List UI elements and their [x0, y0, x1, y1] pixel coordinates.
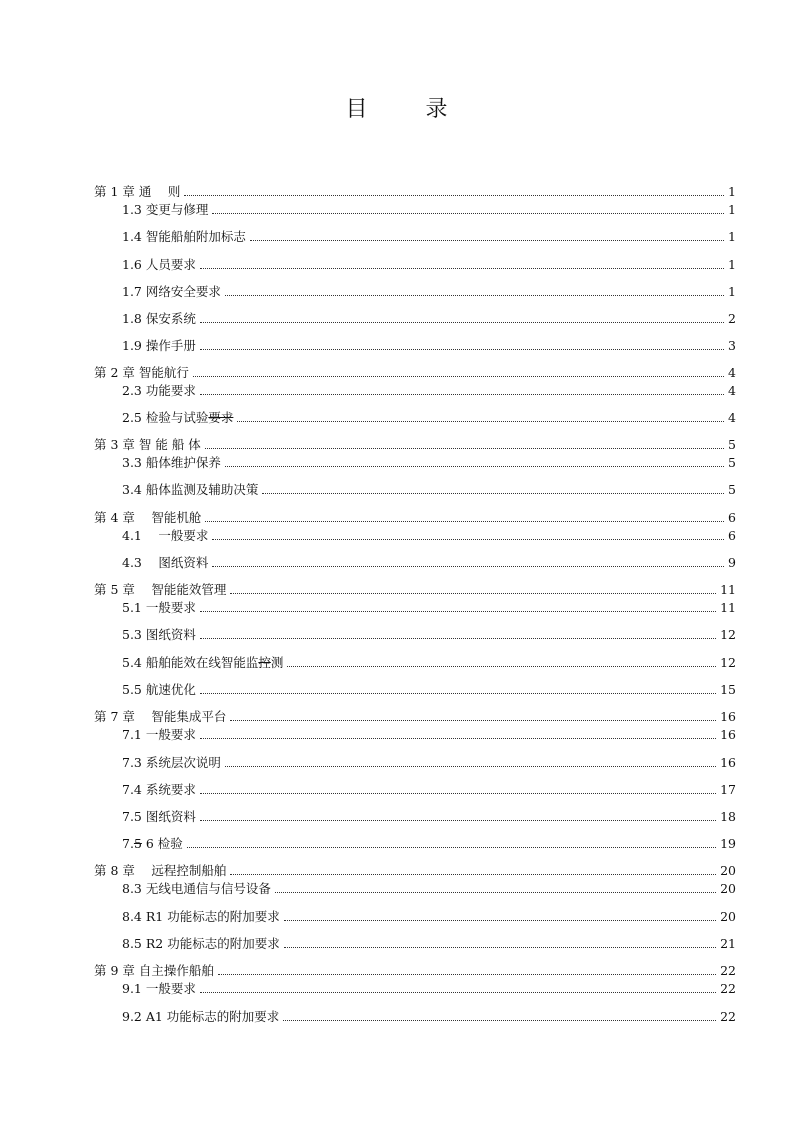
toc-page-number: 16	[720, 727, 736, 742]
dot-leader	[184, 195, 724, 196]
toc-entry-label	[122, 935, 280, 953]
toc-entry-label	[122, 1008, 279, 1026]
dot-leader	[275, 892, 716, 893]
toc-page-number: 3	[728, 338, 736, 353]
toc-entry-struck-text: 要求	[208, 410, 234, 425]
toc-entry-text: 8.3 无线电通信与信号设备	[122, 881, 271, 896]
toc-page-number: 1	[728, 184, 736, 199]
toc-page-number: 9	[728, 555, 736, 570]
toc-entry-label	[122, 754, 221, 772]
toc-chapter-entry[interactable]	[94, 862, 736, 880]
toc-entry-label	[122, 908, 280, 926]
toc-entry-text: 1.7 网络安全要求	[122, 284, 221, 299]
toc-page-number: 22	[720, 1009, 736, 1024]
dot-leader	[205, 448, 724, 449]
toc-entry-label	[122, 726, 196, 744]
toc-page-number: 19	[720, 836, 736, 851]
toc-page-number: 22	[720, 981, 736, 996]
toc-entry-label	[122, 781, 196, 799]
toc-section-entry[interactable]	[122, 228, 736, 246]
toc-section-entry[interactable]	[122, 835, 736, 853]
toc-entry-text: 第 8 章 远程控制船舶	[94, 863, 227, 878]
toc-page-number: 17	[720, 782, 736, 797]
toc-section-entry[interactable]	[122, 681, 736, 699]
toc-page-number: 5	[728, 482, 736, 497]
toc-entry-text: 1.9 操作手册	[122, 338, 196, 353]
dot-leader	[283, 1020, 716, 1021]
dot-leader	[200, 322, 724, 323]
dot-leader	[200, 793, 716, 794]
toc-entry-label	[122, 835, 183, 853]
dot-leader	[262, 493, 724, 494]
toc-section-entry[interactable]	[122, 980, 736, 998]
toc-page-number: 4	[728, 410, 736, 425]
toc-entry-text: 7.	[122, 836, 134, 851]
toc-page-number: 20	[720, 881, 736, 896]
toc-entry-text: 第 5 章 智能能效管理	[94, 582, 227, 597]
toc-entry-text-after: 测	[270, 655, 284, 670]
dot-leader	[250, 240, 724, 241]
dot-leader	[225, 466, 724, 467]
toc-entry-label	[122, 554, 208, 572]
toc-entry-label	[122, 626, 196, 644]
dot-leader	[200, 349, 724, 350]
toc-page-number: 11	[720, 582, 736, 597]
dot-leader	[200, 638, 716, 639]
toc-section-entry[interactable]	[122, 880, 736, 898]
dot-leader	[200, 992, 716, 993]
toc-entry-label	[122, 310, 196, 328]
toc-entry-label	[122, 454, 221, 472]
toc-entry-label	[94, 862, 226, 880]
toc-entry-label	[122, 409, 233, 427]
toc-page-number: 5	[728, 455, 736, 470]
toc-entry-label	[122, 880, 271, 898]
toc-entry-label	[94, 581, 226, 599]
toc-chapter-entry[interactable]	[94, 962, 736, 980]
toc-entry-label	[122, 256, 196, 274]
toc-entry-text: 第 7 章 智能集成平台	[94, 709, 227, 724]
toc-page-number: 15	[720, 682, 736, 697]
toc-page-number: 6	[728, 510, 736, 525]
toc-section-entry[interactable]	[122, 1008, 736, 1026]
dot-leader	[237, 421, 724, 422]
toc-entry-struck-text: 控	[258, 655, 271, 670]
toc-chapter-entry[interactable]	[94, 708, 736, 726]
toc-entry-text: 8.5 R2 功能标志的附加要求	[122, 936, 280, 951]
toc-section-entry[interactable]	[122, 454, 736, 472]
toc-page-number: 21	[720, 936, 736, 951]
toc-chapter-entry[interactable]	[94, 509, 736, 527]
toc-section-entry[interactable]	[122, 256, 736, 274]
toc-section-entry[interactable]	[122, 382, 736, 400]
toc-entry-label	[94, 708, 226, 726]
toc-section-entry[interactable]	[122, 808, 736, 826]
dot-leader	[200, 611, 716, 612]
toc-entry-label	[122, 654, 283, 672]
dot-leader	[287, 666, 716, 667]
dot-leader	[205, 521, 724, 522]
toc-entry-text: 9.2 A1 功能标志的附加要求	[122, 1009, 280, 1024]
toc-chapter-entry[interactable]	[94, 364, 736, 382]
toc-entry-label	[94, 509, 201, 527]
toc-entry-text: 第 3 章 智 能 船 体	[94, 437, 201, 452]
toc-chapter-entry[interactable]	[94, 581, 736, 599]
dot-leader	[218, 974, 716, 975]
toc-entry-label	[122, 481, 258, 499]
dot-leader	[200, 693, 716, 694]
dot-leader	[212, 566, 724, 567]
toc-entry-label	[94, 962, 214, 980]
toc-page-number: 6	[728, 528, 736, 543]
toc-entry-label	[122, 599, 196, 617]
toc-section-entry[interactable]	[122, 754, 736, 772]
dot-leader	[200, 738, 716, 739]
toc-entry-label	[94, 183, 180, 201]
toc-section-entry[interactable]	[122, 599, 736, 617]
toc-section-entry[interactable]	[122, 726, 736, 744]
dot-leader	[225, 766, 716, 767]
toc-entry-label	[94, 364, 189, 382]
dot-leader	[284, 920, 716, 921]
toc-section-entry[interactable]	[122, 935, 736, 953]
toc-entry-label	[94, 436, 201, 454]
toc-entry-text: 2.5 检验与试验	[122, 410, 209, 425]
toc-section-entry[interactable]	[122, 337, 736, 355]
toc-entry-label	[122, 808, 196, 826]
toc-entry-label	[122, 283, 221, 301]
toc-entry-text: 1.3 变更与修理	[122, 202, 209, 217]
toc-page-number: 11	[720, 600, 736, 615]
toc-section-entry[interactable]	[122, 626, 736, 644]
toc-section-entry[interactable]	[122, 781, 736, 799]
dot-leader	[284, 947, 716, 948]
toc-chapter-entry[interactable]	[94, 183, 736, 201]
toc-entry-label	[122, 228, 246, 246]
toc-entry-text: 2.3 功能要求	[122, 383, 196, 398]
dot-leader	[230, 720, 716, 721]
page-title: 目 录	[345, 97, 466, 122]
toc-entry-text: 第 1 章 通 则	[94, 184, 181, 199]
toc-page-number: 12	[720, 655, 736, 670]
toc-entry-text: 5.3 图纸资料	[122, 627, 196, 642]
toc-page-number: 18	[720, 809, 736, 824]
dot-leader	[200, 268, 724, 269]
toc-entry-text: 7.3 系统层次说明	[122, 755, 221, 770]
toc-entry-text: 1.4 智能船舶附加标志	[122, 229, 246, 244]
dot-leader	[193, 376, 724, 377]
toc-page-number: 1	[728, 229, 736, 244]
toc-entry-text: 3.3 船体维护保养	[122, 455, 221, 470]
toc-entry-text: 9.1 一般要求	[122, 981, 196, 996]
toc-section-entry[interactable]	[122, 554, 736, 572]
toc-section-entry[interactable]	[122, 481, 736, 499]
toc-page-number: 22	[720, 963, 736, 978]
toc-entry-text: 第 4 章 智能机舱	[94, 510, 202, 525]
toc-section-entry[interactable]	[122, 908, 736, 926]
dot-leader	[200, 394, 724, 395]
toc-entry-text: 5.4 船舶能效在线智能监	[122, 655, 259, 670]
toc-entry-text: 4.3 图纸资料	[122, 555, 209, 570]
toc-page-number: 2	[728, 311, 736, 326]
toc-entry-text-after: 6 检验	[141, 836, 183, 851]
dot-leader	[212, 213, 724, 214]
toc-entry-text: 第 9 章 自主操作船舶	[94, 963, 214, 978]
toc-entry-text: 第 2 章 智能航行	[94, 365, 189, 380]
dot-leader	[212, 539, 724, 540]
toc-page-number: 5	[728, 437, 736, 452]
toc-section-entry[interactable]	[122, 201, 736, 219]
dot-leader	[200, 820, 716, 821]
toc-entry-label	[122, 337, 196, 355]
toc-page-number: 4	[728, 383, 736, 398]
dot-leader	[225, 295, 724, 296]
toc-entry-label	[122, 980, 196, 998]
toc-chapter-entry[interactable]	[94, 436, 736, 454]
toc-entry-text: 8.4 R1 功能标志的附加要求	[122, 909, 280, 924]
toc-entry-label	[122, 681, 196, 699]
toc-page-number: 4	[728, 365, 736, 380]
toc-entry-text: 7.1 一般要求	[122, 727, 196, 742]
toc-entry-struck-text: 5	[133, 836, 142, 851]
toc-entry-text: 3.4 船体监测及辅助决策	[122, 482, 259, 497]
toc-entry-text: 7.4 系统要求	[122, 782, 196, 797]
toc-page-number: 1	[728, 202, 736, 217]
toc-entry-text: 1.8 保安系统	[122, 311, 196, 326]
toc-page-number: 12	[720, 627, 736, 642]
toc-section-entry[interactable]	[122, 409, 736, 427]
toc-section-entry[interactable]	[122, 310, 736, 328]
toc-entry-label	[122, 201, 208, 219]
toc-entry-text: 5.5 航速优化	[122, 682, 196, 697]
toc-page-number: 1	[728, 257, 736, 272]
toc-section-entry[interactable]	[122, 654, 736, 672]
toc-page-number: 20	[720, 909, 736, 924]
toc-entry-text: 1.6 人员要求	[122, 257, 196, 272]
toc-entry-text: 7.5 图纸资料	[122, 809, 196, 824]
toc-entry-label	[122, 382, 196, 400]
toc-page-number: 20	[720, 863, 736, 878]
toc-entry-label	[122, 527, 208, 545]
toc-entry-text: 5.1 一般要求	[122, 600, 196, 615]
dot-leader	[230, 593, 716, 594]
toc-page-number: 16	[720, 755, 736, 770]
toc-entry-text: 4.1 一般要求	[122, 528, 209, 543]
toc-section-entry[interactable]	[122, 527, 736, 545]
toc-section-entry[interactable]	[122, 283, 736, 301]
toc-page-number: 16	[720, 709, 736, 724]
toc-page-number: 1	[728, 284, 736, 299]
dot-leader	[187, 847, 716, 848]
dot-leader	[230, 874, 716, 875]
